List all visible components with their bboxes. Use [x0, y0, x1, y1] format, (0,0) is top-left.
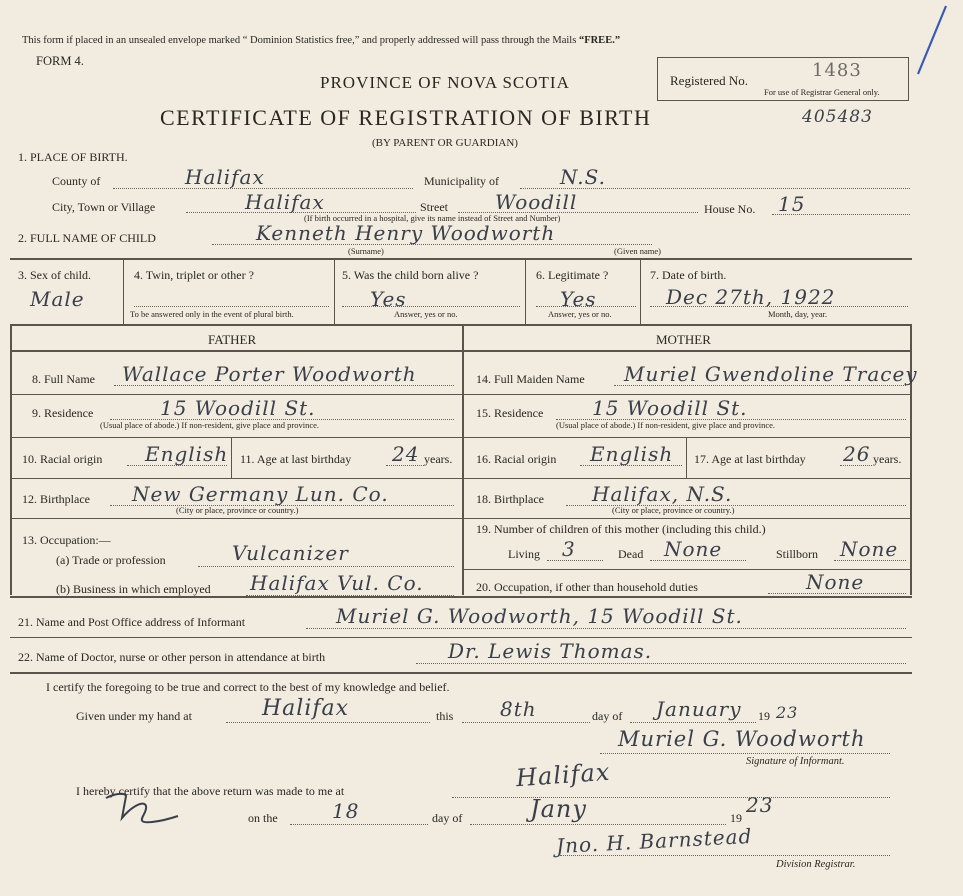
divider-row3-d	[640, 259, 641, 324]
dead-label: Dead	[618, 547, 644, 561]
informant-signature-line	[600, 753, 890, 754]
father-birthplace-value: New Germany Lun. Co.	[132, 482, 389, 506]
house-value: 15	[778, 192, 806, 216]
father-birthplace-note: (City or place, province or country.)	[176, 505, 299, 515]
father-rule-2	[10, 437, 462, 438]
father-name-value: Wallace Porter Woodworth	[122, 362, 417, 386]
trade-value: Vulcanizer	[232, 541, 349, 565]
rule-row3-bottom	[10, 324, 912, 326]
mother-occupation-label: 20. Occupation, if other than household duties	[476, 580, 698, 594]
date-note: Month, day, year.	[768, 309, 828, 319]
mother-rule-3	[462, 478, 912, 479]
given-year-prefix: 19	[758, 709, 770, 723]
registrar-signature-label: Division Registrar.	[776, 859, 856, 870]
mother-residence-value: 15 Woodill St.	[592, 396, 748, 420]
registrar-note: For use of Registrar General only.	[764, 87, 880, 97]
informant-signature: Muriel G. Woodworth	[618, 727, 866, 751]
registrar-day-value: 18	[332, 799, 360, 823]
legitimate-note: Answer, yes or no.	[548, 309, 612, 319]
divider-row3-c	[525, 259, 526, 324]
registrar-place-value: Halifax	[515, 757, 612, 793]
twin-line	[134, 306, 329, 307]
registered-label: Registered No.	[670, 73, 748, 88]
sex-value: Male	[30, 287, 85, 311]
city-label: City, Town or Village	[52, 200, 156, 214]
certificate-subtitle: (BY PARENT OR GUARDIAN)	[372, 137, 518, 149]
given-label: Given under my hand at	[76, 709, 192, 723]
living-label: Living	[508, 547, 540, 561]
father-age-value: 24	[392, 442, 420, 466]
informant-label: 21. Name and Post Office address of Informant	[18, 615, 246, 629]
registrar-day-line	[290, 824, 428, 825]
doctor-value: Dr. Lewis Thomas.	[448, 639, 653, 663]
registrar-year-prefix: 19	[730, 811, 742, 825]
given-year-value: 23	[776, 703, 799, 722]
rule-row3-top	[10, 258, 912, 260]
mother-birthplace-label: 18. Birthplace	[476, 492, 544, 506]
legitimate-value: Yes	[560, 287, 597, 311]
street-label: Street	[420, 200, 448, 214]
given-place-value: Halifax	[262, 696, 350, 721]
rule-informant-bottom	[10, 637, 912, 638]
father-residence-value: 15 Woodill St.	[160, 396, 316, 420]
registrar-month-value: Jany	[530, 795, 587, 823]
mail-notice-text: This form if placed in an unsealed envelope marked “ Dominion Statistics free,” and properly addressed will pass through the Mails	[22, 35, 579, 46]
father-race-value: English	[145, 442, 229, 466]
street-value: Woodill	[495, 190, 578, 214]
registrar-year-value: 23	[746, 793, 774, 817]
mother-age-label: 17. Age at last birthday	[694, 452, 806, 466]
child-name-value: Kenneth Henry Woodworth	[256, 221, 556, 245]
rule-parents-bottom	[10, 596, 912, 598]
mother-age-unit: years.	[873, 452, 902, 466]
child-name-label: 2. FULL NAME OF CHILD	[18, 231, 156, 245]
father-rule-4	[10, 518, 462, 519]
alive-line	[342, 306, 520, 307]
mother-name-label: 14. Full Maiden Name	[476, 372, 585, 386]
registrar-day-of-label: day of	[432, 811, 463, 825]
hospital-note: (If birth occurred in a hospital, give its name instead of Street and Number)	[304, 213, 561, 223]
twin-note: To be answered only in the event of plural birth.	[130, 309, 294, 319]
twin-label: 4. Twin, triplet or other ?	[134, 268, 254, 282]
father-name-label: 8. Full Name	[32, 372, 95, 386]
father-rule-1	[10, 394, 462, 395]
mother-residence-note: (Usual place of abode.) If non-resident, give place and province.	[556, 420, 776, 430]
father-residence-note: (Usual place of abode.) If non-resident, give place and province.	[100, 420, 320, 430]
children-label: 19. Number of children of this mother (including this child.)	[476, 522, 766, 536]
father-age-label: 11. Age at last birthday	[240, 452, 352, 466]
mother-occupation-value: None	[806, 570, 865, 594]
father-birthplace-label: 12. Birthplace	[22, 492, 90, 506]
business-value: Halifax Vul. Co.	[250, 571, 424, 595]
blue-tick-icon	[912, 4, 952, 76]
occupation-label: 13. Occupation:—	[22, 533, 111, 547]
parents-left-edge	[10, 325, 12, 595]
mother-birthplace-note: (City or place, province or country.)	[612, 505, 735, 515]
mother-heading: MOTHER	[656, 332, 711, 347]
county-label: County of	[52, 174, 101, 188]
form-number: FORM 4.	[36, 54, 84, 68]
municipality-value: N.S.	[560, 165, 606, 189]
mail-notice-free: “FREE.”	[578, 35, 621, 46]
father-residence-label: 9. Residence	[32, 406, 94, 420]
municipality-label: Municipality of	[424, 174, 499, 188]
alive-note: Answer, yes or no.	[394, 309, 458, 319]
alive-value: Yes	[370, 287, 407, 311]
informant-value: Muriel G. Woodworth, 15 Woodill St.	[336, 604, 743, 628]
certificate-title: CERTIFICATE OF REGISTRATION OF BIRTH	[160, 105, 652, 130]
informant-signature-label: Signature of Informant.	[746, 756, 845, 767]
registrar-signature-line	[560, 855, 890, 856]
sex-label: 3. Sex of child.	[18, 268, 91, 282]
mother-birthplace-value: Halifax, N.S.	[592, 482, 733, 506]
mother-race-label: 16. Racial origin	[476, 452, 557, 466]
place-of-birth-heading: 1. PLACE OF BIRTH.	[18, 150, 128, 164]
stamp-number: 405483	[802, 107, 873, 127]
registrar-place-line	[452, 797, 890, 798]
mother-race-value: English	[590, 442, 674, 466]
stillborn-value: None	[840, 537, 899, 561]
registrar-signature: Jno. H. Barnstead	[555, 823, 753, 859]
mother-race-divider	[686, 438, 687, 478]
business-label: (b) Business in which employed	[56, 582, 211, 596]
mother-rule-2	[462, 437, 912, 438]
surname-note: (Surname)	[348, 246, 384, 256]
house-label: House No.	[704, 202, 756, 216]
doctor-label: 22. Name of Doctor, nurse or other person in attendance at birth	[18, 650, 326, 664]
certify-statement: I certify the foregoing to be true and correct to the best of my knowledge and belief.	[46, 680, 450, 694]
father-age-unit: years.	[424, 452, 453, 466]
trade-line	[198, 566, 454, 567]
father-rule-3	[10, 478, 462, 479]
given-name-note: (Given name)	[614, 246, 661, 256]
mother-rule-1	[462, 394, 912, 395]
mother-residence-label: 15. Residence	[476, 406, 544, 420]
trade-label: (a) Trade or profession	[56, 553, 166, 567]
given-month-line	[630, 722, 756, 723]
this-label: this	[436, 709, 454, 723]
divider-row3-a	[123, 259, 124, 324]
given-day-of-label: day of	[592, 709, 623, 723]
father-race-label: 10. Racial origin	[22, 452, 103, 466]
doctor-line	[416, 663, 906, 664]
pen-mark-icon	[102, 788, 182, 836]
registrar-month-line	[470, 824, 726, 825]
county-value: Halifax	[185, 165, 265, 189]
mail-notice	[22, 34, 620, 48]
city-value: Halifax	[245, 190, 325, 214]
informant-line	[306, 628, 906, 629]
registered-number: 1483	[812, 60, 862, 81]
legitimate-label: 6. Legitimate ?	[536, 268, 609, 282]
on-the-label: on the	[248, 811, 278, 825]
divider-row3-b	[334, 259, 335, 324]
registrar-statement: I hereby certify that the above return was made to me at	[76, 784, 345, 798]
given-place-line	[226, 722, 430, 723]
given-month-value: January	[656, 697, 742, 721]
dead-value: None	[664, 537, 723, 561]
mother-age-value: 26	[843, 442, 871, 466]
alive-label: 5. Was the child born alive ?	[342, 268, 479, 282]
date-value: Dec 27th, 1922	[666, 285, 836, 309]
rule-doctor-bottom	[10, 672, 912, 674]
date-label: 7. Date of birth.	[650, 268, 727, 282]
given-day-line	[462, 722, 590, 723]
living-value: 3	[562, 537, 576, 561]
father-heading: FATHER	[208, 332, 257, 347]
rule-heading-bottom	[10, 350, 912, 352]
stillborn-label: Stillborn	[776, 547, 819, 561]
mother-rule-4	[462, 518, 912, 519]
mother-name-value: Muriel Gwendoline Tracey	[624, 362, 918, 386]
parents-divider	[462, 325, 464, 595]
given-day-value: 8th	[500, 697, 537, 721]
province-heading: PROVINCE OF NOVA SCOTIA	[320, 73, 570, 92]
father-race-divider	[231, 438, 232, 478]
